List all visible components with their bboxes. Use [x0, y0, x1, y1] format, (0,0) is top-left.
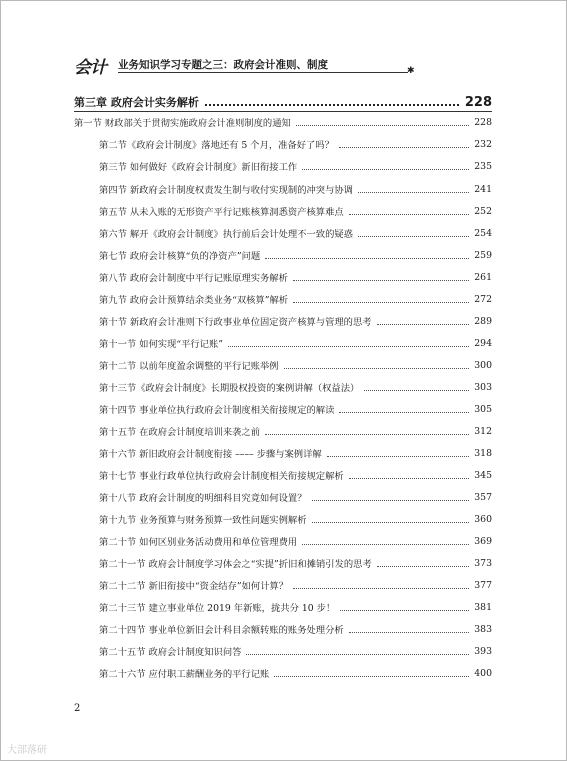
entry-title: 第十八节 政府会计制度的明细科目究竟如何设置？ — [99, 493, 307, 504]
dot-leader — [349, 478, 470, 479]
toc-entry[interactable] — [99, 619, 492, 639]
toc-entry[interactable] — [99, 223, 492, 243]
toc-entry[interactable] — [99, 641, 492, 661]
toc-entry[interactable] — [99, 267, 492, 287]
entry-page: 232 — [474, 138, 492, 150]
toc-entry[interactable] — [99, 531, 492, 551]
entry-title: 第十六节 新旧政府会计制度衔接 –––– 步骤与案例详解 — [99, 449, 322, 460]
toc-entry[interactable] — [99, 421, 492, 441]
entry-page: 294 — [474, 337, 492, 349]
page-number: 2 — [74, 703, 81, 714]
entry-title: 第二十一节 政府会计制度学习体会之“实提”折旧和摊销引发的思考 — [99, 559, 372, 570]
entry-page: 261 — [474, 271, 492, 283]
entry-title: 第二十五节 政府会计制度知识问答 — [99, 647, 242, 658]
toc-entry[interactable] — [99, 553, 492, 573]
entry-page: 400 — [474, 667, 492, 679]
entry-title: 第二十节 如何区别业务活动费用和单位管理费用 — [99, 537, 298, 548]
entry-title: 第十九节 业务预算与财务预算一致性问题实例解析 — [99, 515, 307, 526]
toc-entry[interactable] — [99, 245, 492, 265]
toc-entry[interactable] — [99, 597, 492, 617]
entry-title: 第六节 解开《政府会计制度》执行前后会计处理不一致的疑惑 — [99, 229, 353, 240]
toc-entry[interactable] — [99, 156, 492, 176]
entry-title: 第一节 财政部关于贯彻实施政府会计准则制度的通知 — [74, 118, 291, 129]
entry-title: 第十一节 如何实现“平行记账” — [99, 339, 224, 350]
entry-title: 第二十四节 事业单位新旧会计科目余额转账的账务处理分析 — [99, 625, 344, 636]
dot-leader — [274, 676, 469, 677]
entry-page: 272 — [474, 293, 492, 305]
entry-page: 369 — [474, 535, 492, 547]
entry-page: 235 — [474, 160, 492, 172]
dot-leader — [340, 610, 469, 611]
toc-entry[interactable] — [99, 465, 492, 485]
entry-page: 252 — [474, 205, 492, 217]
entry-page: 377 — [474, 579, 492, 591]
dot-leader — [377, 566, 469, 567]
dot-leader — [339, 412, 469, 413]
dot-leader — [349, 214, 470, 215]
dot-leader — [339, 147, 469, 148]
entry-page: 312 — [474, 425, 492, 437]
dot-leader — [327, 456, 470, 457]
entry-title: 第七节 政府会计核算“负的净资产”问题 — [99, 251, 261, 262]
toc-entry[interactable] — [74, 112, 492, 132]
chapter-title: 第三章 政府会计实务解析 — [74, 96, 199, 109]
entry-title: 第十二节 以前年度盈余调整的平行记账举例 — [99, 361, 279, 372]
dot-leader — [377, 324, 470, 325]
dot-leader — [284, 368, 470, 369]
entry-title: 第二十二节 新旧衔接中“资金结存”如何计算？ — [99, 581, 289, 592]
entry-title: 第九节 政府会计预算结余类业务“双核算”解析 — [99, 295, 289, 306]
toc-entry[interactable] — [99, 333, 492, 353]
series-title: 业务知识学习专题之三：政府会计准则、制度 — [118, 59, 328, 71]
entry-page: 303 — [474, 381, 492, 393]
entry-page: 345 — [474, 469, 492, 481]
running-header — [74, 53, 514, 77]
dot-leader — [296, 125, 469, 126]
dot-leader — [312, 500, 470, 501]
toc-entry[interactable] — [99, 311, 492, 331]
entry-page: 259 — [474, 249, 492, 261]
dot-leader — [293, 588, 469, 589]
dot-leader — [349, 632, 470, 633]
dot-leader — [205, 104, 459, 106]
entry-title: 第五节 从未入账的无形资产平行记账核算洞悉资产核算难点 — [99, 207, 344, 218]
toc-entry[interactable] — [99, 487, 492, 507]
entry-page: 305 — [474, 403, 492, 415]
entry-page: 254 — [474, 227, 492, 239]
entry-page: 300 — [474, 359, 492, 371]
toc-entry[interactable] — [99, 289, 492, 309]
toc-entry[interactable] — [99, 179, 492, 199]
toc-entry[interactable] — [99, 575, 492, 595]
toc-entry[interactable] — [99, 663, 492, 683]
chapter-page: 228 — [464, 94, 492, 110]
entry-title: 第二十六节 应付职工薪酬业务的平行记账 — [99, 669, 270, 680]
toc-entry[interactable] — [99, 399, 492, 419]
entry-page: 318 — [474, 447, 492, 459]
entry-page: 381 — [474, 601, 492, 613]
toc-entry[interactable] — [99, 509, 492, 529]
entry-title: 第十节 新政府会计准则下行政事业单位固定资产核算与管理的思考 — [99, 317, 372, 328]
entry-page: 228 — [474, 116, 492, 128]
star-icon: ✱ — [407, 66, 415, 76]
header-rule — [118, 72, 408, 73]
dot-leader — [364, 390, 469, 391]
entry-title: 第十四节 事业单位执行政府会计制度相关衔接规定的解读 — [99, 405, 335, 416]
dot-leader — [228, 346, 469, 347]
toc-entry[interactable] — [99, 201, 492, 221]
entry-title: 第三节 如何做好《政府会计制度》新旧衔接工作 — [99, 162, 298, 173]
entry-title: 第十三节《政府会计制度》长期股权投资的案例讲解（权益法） — [99, 383, 360, 394]
entry-page: 241 — [474, 183, 492, 195]
toc-entry[interactable] — [99, 134, 492, 154]
dot-leader — [246, 654, 469, 655]
entry-page: 357 — [474, 491, 492, 503]
entry-title: 第十五节 在政府会计制度培训来袭之前 — [99, 427, 261, 438]
dot-leader — [302, 544, 469, 545]
entry-title: 第二节《政府会计制度》落地还有 5 个月，准备好了吗？ — [99, 140, 334, 151]
entry-title: 第四节 新政府会计制度权责发生制与收付实现制的冲突与协调 — [99, 185, 353, 196]
chapter-heading[interactable] — [74, 94, 492, 110]
dot-leader — [293, 280, 469, 281]
entry-page: 289 — [474, 315, 492, 327]
dot-leader — [293, 302, 469, 303]
watermark: 大部落研 — [7, 745, 47, 756]
entry-page: 373 — [474, 557, 492, 569]
dot-leader — [358, 236, 469, 237]
entry-page: 383 — [474, 623, 492, 635]
entry-page: 393 — [474, 645, 492, 657]
dot-leader — [302, 169, 469, 170]
toc-entry[interactable] — [99, 377, 492, 397]
entry-title: 第十七节 事业行政单位执行政府会计制度相关衔接规定解析 — [99, 471, 344, 482]
entry-title: 第八节 政府会计制度中平行记账原理实务解析 — [99, 273, 288, 284]
dot-leader — [265, 258, 469, 259]
dot-leader — [265, 434, 469, 435]
entry-title: 第二十三节 建立事业单位 2019 年新账，拢共分 10 步！ — [99, 603, 336, 614]
entry-page: 360 — [474, 513, 492, 525]
dot-leader — [312, 522, 470, 523]
dot-leader — [358, 192, 469, 193]
kuaiji-logo: 会计 — [74, 58, 106, 78]
toc-entry[interactable] — [99, 355, 492, 375]
toc-entry[interactable] — [99, 443, 492, 463]
